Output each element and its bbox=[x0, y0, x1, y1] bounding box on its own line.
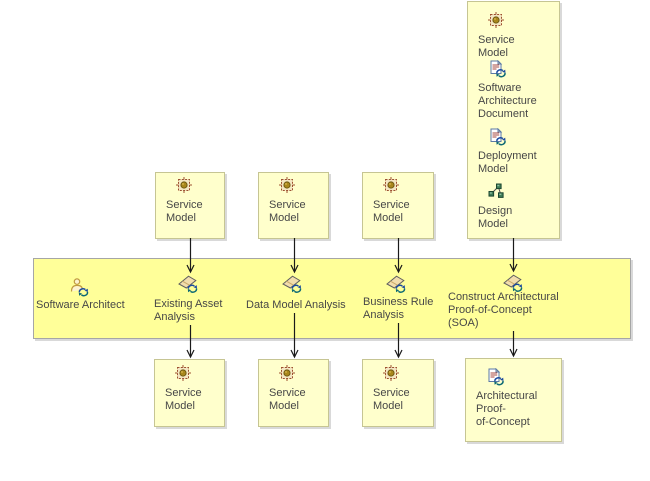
work-product-box-business-rule-analysis-output bbox=[362, 359, 434, 427]
work-product-box-existing-asset-analysis-input bbox=[155, 172, 225, 239]
work-product-box-existing-asset-analysis-output bbox=[154, 359, 225, 427]
task-icon bbox=[281, 273, 303, 295]
task-label-line: Business Rule bbox=[363, 296, 434, 308]
work-product-architectural-proof-of-concept[interactable] bbox=[476, 368, 559, 429]
work-product-service-model[interactable] bbox=[373, 177, 431, 225]
work-product-service-model[interactable] bbox=[269, 177, 326, 225]
task-label-line: (SOA) bbox=[448, 317, 479, 329]
work-product-service-model[interactable] bbox=[373, 365, 431, 413]
artifact-icon bbox=[488, 128, 557, 150]
task-label-line: Data Model Analysis bbox=[246, 299, 346, 311]
task-label bbox=[363, 296, 433, 322]
work-product-label-line: Service bbox=[166, 199, 203, 211]
service-model-icon bbox=[488, 12, 557, 34]
task-label-line: Existing Asset bbox=[154, 298, 223, 310]
work-product-label-line: Model bbox=[478, 218, 508, 230]
work-product-design-model[interactable] bbox=[478, 183, 557, 231]
task-label bbox=[154, 298, 222, 324]
service-model-icon bbox=[279, 365, 326, 387]
work-product-label-line: Model bbox=[373, 400, 403, 412]
service-model-icon bbox=[175, 365, 222, 387]
work-product-label-line: Model bbox=[165, 400, 195, 412]
work-product-label-line: Design bbox=[478, 205, 513, 217]
work-product-label-line: Model bbox=[166, 212, 196, 224]
work-product-label-line: Document bbox=[478, 108, 529, 120]
work-product-service-model[interactable] bbox=[478, 12, 557, 60]
task-label-line: Analysis bbox=[154, 311, 195, 323]
work-product-label-line: Service bbox=[165, 387, 202, 399]
work-product-service-model[interactable] bbox=[269, 365, 326, 413]
work-product-label-line: Service bbox=[373, 387, 410, 399]
artifact-icon bbox=[488, 60, 557, 82]
work-product-label-line: Model bbox=[269, 400, 299, 412]
task-label bbox=[448, 291, 559, 330]
work-product-label-line: Model bbox=[478, 47, 508, 59]
task-label-line: Construct Architectural bbox=[448, 291, 559, 303]
work-product-box-data-model-analysis-output bbox=[258, 359, 329, 427]
work-product-software-architecture-document[interactable] bbox=[478, 60, 557, 121]
task-label bbox=[246, 299, 346, 312]
work-product-box-data-model-analysis-input bbox=[258, 172, 329, 239]
artifact-icon bbox=[486, 368, 559, 390]
task-label-line: Proof-of-Concept bbox=[448, 304, 532, 316]
task-icon bbox=[177, 273, 199, 295]
work-product-box-construct-poc-output bbox=[465, 358, 562, 442]
work-product-label-line: Proof- bbox=[476, 403, 506, 415]
service-model-icon bbox=[279, 177, 326, 199]
service-model-icon bbox=[383, 365, 431, 387]
work-product-service-model[interactable] bbox=[165, 365, 222, 413]
role-icon bbox=[68, 277, 90, 299]
work-product-deployment-model[interactable] bbox=[478, 128, 557, 176]
work-product-label-line: Model bbox=[478, 163, 508, 175]
work-product-label-line: of-Concept bbox=[476, 416, 530, 428]
task-icon bbox=[385, 273, 407, 295]
service-model-icon bbox=[383, 177, 431, 199]
work-product-box-business-rule-analysis-input bbox=[362, 172, 434, 239]
work-product-box-construct-poc-inputs bbox=[467, 1, 560, 239]
work-product-label-line: Service bbox=[269, 199, 306, 211]
work-product-label-line: Architecture bbox=[478, 95, 537, 107]
activity-band bbox=[33, 258, 631, 339]
work-product-label-line: Service bbox=[373, 199, 410, 211]
work-product-label-line: Deployment bbox=[478, 150, 537, 162]
role-label: Software Architect bbox=[36, 299, 125, 311]
work-product-label-line: Model bbox=[373, 212, 403, 224]
work-product-service-model[interactable] bbox=[166, 177, 222, 225]
service-model-icon bbox=[176, 177, 222, 199]
work-product-label-line: Service bbox=[269, 387, 306, 399]
task-label-line: Analysis bbox=[363, 309, 404, 321]
work-product-label-line: Architectural bbox=[476, 390, 538, 402]
work-product-label-line: Model bbox=[269, 212, 299, 224]
work-product-label-line: Software bbox=[478, 82, 522, 94]
work-product-label-line: Service bbox=[478, 34, 515, 46]
design-model-icon bbox=[488, 183, 557, 205]
